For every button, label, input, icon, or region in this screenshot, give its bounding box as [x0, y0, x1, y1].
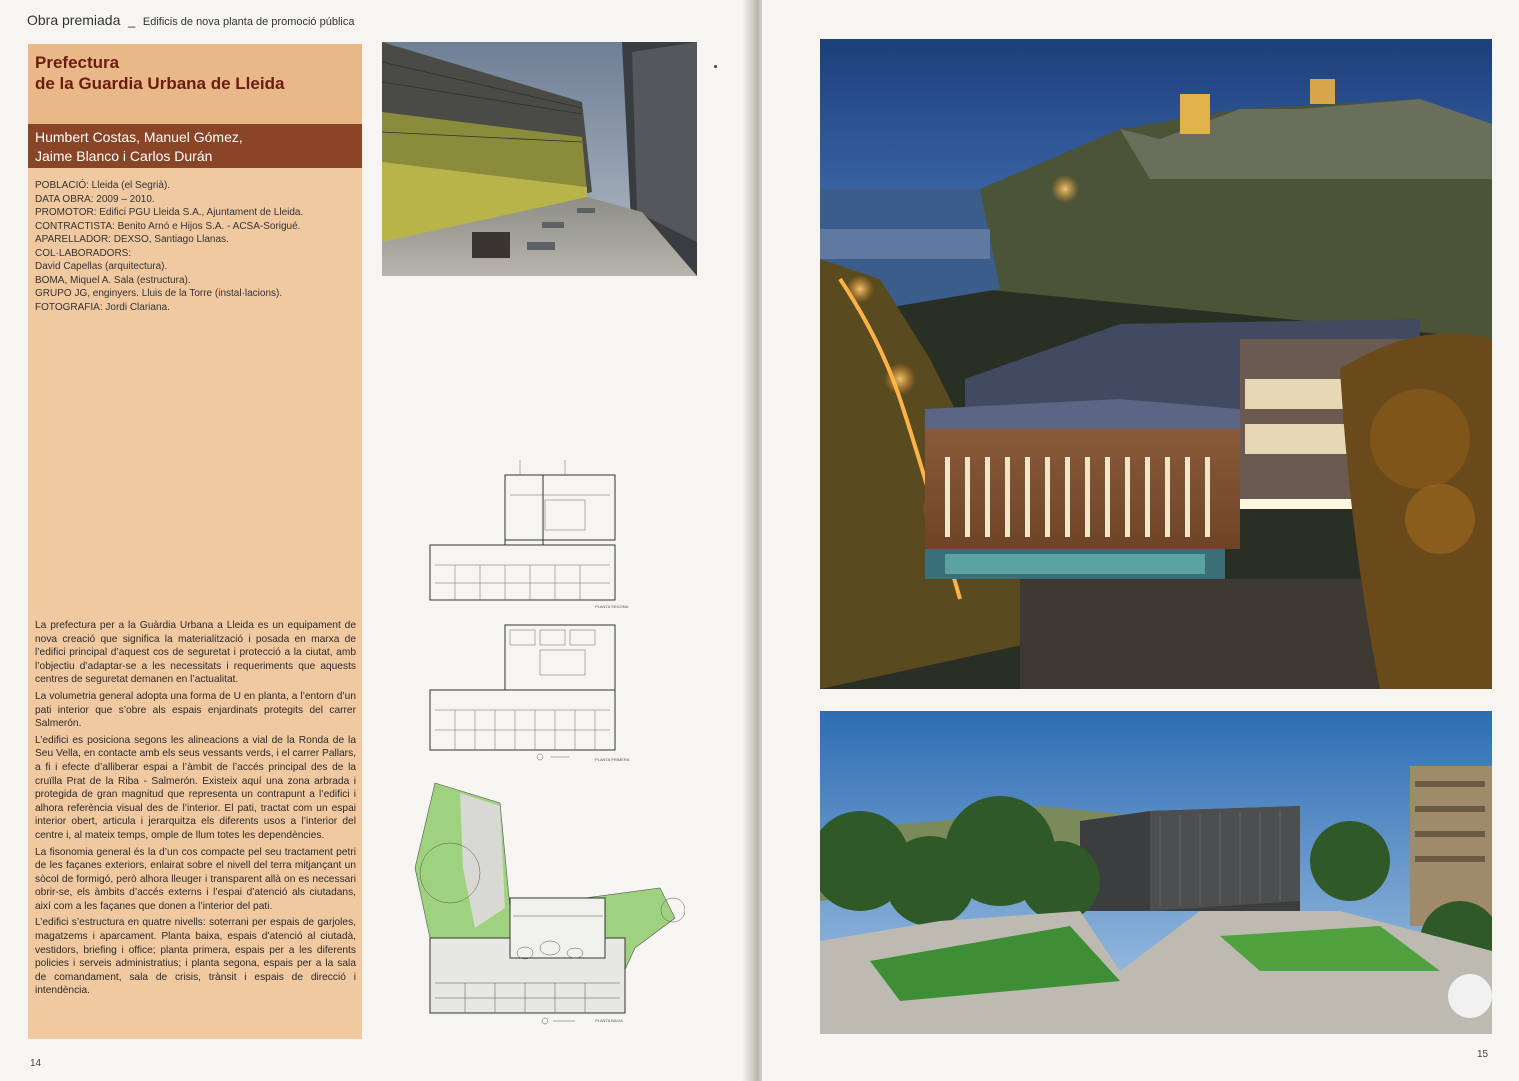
credit-line: POBLACIÓ: Lleida (el Segrià).: [35, 180, 171, 191]
body-text: [35, 619, 356, 1001]
title-block: [28, 44, 362, 124]
authors-line2: Jaime Blanco i Carlos Durán: [35, 148, 213, 164]
day-exterior-photo: [820, 711, 1492, 1034]
authors-block: [28, 124, 362, 168]
authors-line1: Humbert Costas, Manuel Gómez,: [35, 129, 243, 145]
running-head: [27, 12, 354, 28]
plan-caption-second: PLANTA SEGONA: [595, 604, 629, 609]
crop-mark: [714, 65, 717, 68]
project-title-line1: Prefectura: [35, 53, 120, 72]
site-plan-ground: [405, 778, 685, 1028]
night-exterior-photo: [820, 39, 1492, 689]
courtyard-photo: [382, 42, 697, 276]
floor-plan-second: [425, 455, 625, 605]
running-head-separator: _: [128, 13, 136, 28]
running-head-section: Obra premiada: [27, 12, 121, 28]
credit-line: COL·LABORADORS:: [35, 247, 132, 259]
plan-caption-first: PLANTA PRIMERA: [595, 757, 630, 762]
floor-plan-first: [425, 605, 625, 765]
body-paragraph: L’edifici s’estructura en quatre nivells: soterrani per espais de garjoles, magatzems i aparcament. Planta baixa, espais d’atenció al ciutadà, vestidors, briefing i office; planta primera, espais per a les diferents policies i serveis administratius; i planta segona, espais per a la sala de comandament, sala de crisis, trànsit i espais de direcció i intendència.: [35, 917, 356, 997]
credit-line: CONTRACTISTA: Benito Arnó e Hijos S.A. - ACSA-Sorigué.: [35, 220, 301, 232]
left-page: [0, 0, 752, 1081]
project-credits: [35, 179, 355, 314]
project-title-line2: de la Guardia Urbana de Lleida: [35, 74, 285, 93]
plan-caption-ground: PLANTA BAIXA: [595, 1018, 623, 1023]
running-head-subtitle: Edificis de nova planta de promoció pública: [142, 16, 355, 28]
credit-line: APARELLADOR: DEXSO, Santiago Llanas.: [35, 234, 229, 245]
credit-line: GRUPO JG, enginyers. Lluis de la Torre (instal·lacions).: [35, 288, 283, 299]
body-paragraph: L’edifici es posiciona segons les alineacions a vial de la Ronda de la Seu Vella, en contacte amb els seus vessants verds, i el carrer Pallars, a fi i efecte d’alliberar espai a l’àmbit de l’accés principal des de la cruïlla Prat de la Riba - Salmerón. Existeix aquí una zona arbrada i protegida de gran magnitud que representa un contrapunt a l’edifici i alhora referència visual des de l’interior. El pati, tractat com un espai interior obert, articula i jerarquitza els diferents usos a l’interior del centre i, al mateix temps, omple de llum totes les dependències.: [35, 734, 356, 841]
page-number-left: 14: [30, 1058, 42, 1069]
credit-line: David Capellas (arquitectura).: [35, 261, 168, 272]
credit-line: DATA OBRA: 2009 – 2010.: [35, 193, 155, 205]
body-paragraph: La fisonomia general és la d’un cos compacte pel seu tractament petri de les façanes exteriors, enlairat sobre el nivell del terra mitjançant un sòcol de formigó, però alhora lleuger i transparent allà on es necessari obrir-se, els àmbits d’accés externs i l’espai d’atenció als ciutadans, així com a les façanes que donen a l’interior del pati.: [35, 846, 356, 912]
credit-line: BOMA, Miquel A. Sala (estructura).: [35, 274, 191, 286]
info-panel: [28, 44, 362, 1039]
body-paragraph: La prefectura per a la Guàrdia Urbana a Lleida es un equipament de nova creació que significa la materialització i posada en marxa de l’edifici principal d’aquest cos de seguretat i protecció a la ciutat, amb l’objectiu d’adaptar-se a les necessitats i requeriments que aquests centres de seguretat demanen en l’actualitat.: [35, 620, 356, 686]
credit-line: PROMOTOR: Edifici PGU Lleida S.A., Ajuntament de Lleida.: [35, 207, 304, 218]
credit-line: FOTOGRAFIA: Jordi Clariana.: [35, 301, 170, 313]
body-paragraph: La volumetria general adopta una forma de U en planta, a l’entorn d’un pati interior que s’obre als espais enjardinats protegits del carrer Salmerón.: [35, 690, 356, 730]
page-number-right: 15: [1477, 1049, 1489, 1060]
right-page: [762, 0, 1519, 1081]
